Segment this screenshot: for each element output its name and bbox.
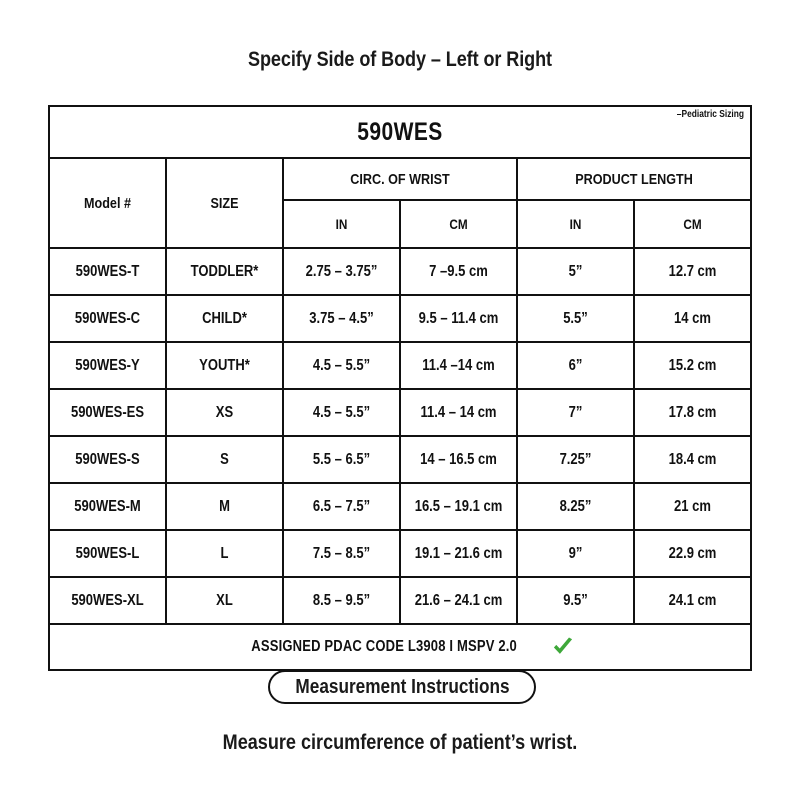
- cell-size: [166, 530, 283, 577]
- cell-length-cm-value: 12.7 cm: [668, 262, 717, 280]
- header-circ-cm-label: CM: [449, 216, 468, 232]
- cell-length-cm: [634, 342, 751, 389]
- measurement-instructions-body: Measure circumference of patient’s wrist.: [222, 731, 578, 754]
- product-family-label: 590WES: [357, 117, 443, 146]
- cell-length-cm: [634, 436, 751, 483]
- cell-circ-in-value: 3.75 – 4.5”: [309, 309, 374, 327]
- cell-size: [166, 483, 283, 530]
- cell-length-in-value: 9”: [568, 544, 583, 562]
- pediatric-sizing-note: –Pediatric Sizing: [676, 109, 744, 120]
- size-table-foot: [49, 624, 751, 670]
- cell-circ-cm: [400, 248, 517, 295]
- header-product-length: [517, 158, 751, 200]
- header-circ-in-label: IN: [335, 216, 348, 232]
- cell-circ-in: [283, 295, 400, 342]
- cell-model-value: 590WES-S: [75, 450, 140, 468]
- cell-circ-in-value: 4.5 – 5.5”: [312, 356, 371, 374]
- cell-size: [166, 436, 283, 483]
- banner-row: [49, 106, 751, 158]
- cell-circ-in: [283, 577, 400, 624]
- cell-model: [49, 577, 166, 624]
- cell-length-in: [517, 436, 634, 483]
- header-circ-of-wrist: [283, 158, 517, 200]
- cell-length-in: [517, 389, 634, 436]
- cell-length-in: [517, 577, 634, 624]
- cell-circ-cm-value: 11.4 – 14 cm: [420, 403, 497, 421]
- cell-model: [49, 342, 166, 389]
- pdac-content: [226, 637, 573, 657]
- cell-length-in-value: 8.25”: [559, 497, 592, 515]
- cell-length-in-value: 5”: [568, 262, 583, 280]
- header-length-cm-label: CM: [683, 216, 702, 232]
- cell-circ-cm-value: 21.6 – 24.1 cm: [414, 591, 503, 609]
- cell-length-in: [517, 530, 634, 577]
- green-check-icon: [552, 637, 574, 657]
- header-product-length-label: PRODUCT LENGTH: [575, 170, 693, 188]
- measurement-instructions-heading: [268, 670, 536, 704]
- cell-circ-in-value: 5.5 – 6.5”: [312, 450, 371, 468]
- cell-model: [49, 530, 166, 577]
- cell-length-cm: [634, 530, 751, 577]
- cell-length-cm-value: 14 cm: [674, 309, 711, 327]
- cell-length-in-value: 9.5”: [563, 591, 588, 609]
- page-title: Specify Side of Body – Left or Right: [248, 48, 552, 71]
- cell-model-value: 590WES-Y: [75, 356, 140, 374]
- cell-model-value: 590WES-XL: [71, 591, 144, 609]
- table-row: [49, 389, 751, 436]
- header-group-row: [49, 158, 751, 200]
- cell-circ-in-value: 4.5 – 5.5”: [312, 403, 371, 421]
- cell-model-value: 590WES-ES: [70, 403, 145, 421]
- cell-circ-in-value: 6.5 – 7.5”: [312, 497, 371, 515]
- header-size: [166, 158, 283, 248]
- table-row: [49, 483, 751, 530]
- cell-circ-in: [283, 389, 400, 436]
- cell-model-value: 590WES-C: [74, 309, 141, 327]
- cell-length-cm: [634, 577, 751, 624]
- cell-size-value: S: [220, 450, 229, 468]
- cell-size-value: CHILD*: [202, 309, 247, 327]
- cell-length-cm-value: 24.1 cm: [668, 591, 717, 609]
- header-model-label: Model #: [84, 194, 131, 212]
- table-row: [49, 436, 751, 483]
- cell-size-value: YOUTH*: [199, 356, 250, 374]
- cell-length-in-value: 7.25”: [559, 450, 592, 468]
- table-row: [49, 530, 751, 577]
- cell-circ-in: [283, 248, 400, 295]
- cell-circ-cm-value: 16.5 – 19.1 cm: [414, 497, 503, 515]
- pdac-row: [49, 624, 751, 670]
- cell-length-in-value: 6”: [568, 356, 583, 374]
- cell-size: [166, 248, 283, 295]
- cell-circ-cm-value: 11.4 –14 cm: [422, 356, 495, 374]
- cell-length-cm-value: 15.2 cm: [668, 356, 717, 374]
- size-table: [48, 105, 752, 671]
- cell-circ-cm: [400, 342, 517, 389]
- cell-model: [49, 248, 166, 295]
- cell-length-in-value: 7”: [568, 403, 583, 421]
- banner-cell: [49, 106, 751, 158]
- cell-size: [166, 389, 283, 436]
- cell-circ-in: [283, 530, 400, 577]
- cell-length-in: [517, 342, 634, 389]
- cell-size-value: XS: [215, 403, 234, 421]
- cell-length-in: [517, 483, 634, 530]
- pdac-cell: [49, 624, 751, 670]
- cell-length-cm-value: 18.4 cm: [668, 450, 717, 468]
- table-row: [49, 342, 751, 389]
- cell-circ-cm: [400, 295, 517, 342]
- table-row: [49, 295, 751, 342]
- cell-size-value: L: [220, 544, 229, 562]
- header-length-in-label: IN: [569, 216, 582, 232]
- cell-size: [166, 342, 283, 389]
- pdac-code-label: ASSIGNED PDAC CODE L3908 I MSPV 2.0: [251, 638, 518, 655]
- size-table-container: [48, 105, 752, 671]
- header-length-in: [517, 200, 634, 248]
- cell-circ-cm: [400, 483, 517, 530]
- cell-length-cm-value: 22.9 cm: [668, 544, 717, 562]
- cell-circ-in: [283, 436, 400, 483]
- measurement-instructions-heading-label: Measurement Instructions: [294, 675, 510, 698]
- cell-size-value: TODDLER*: [190, 262, 259, 280]
- cell-circ-cm-value: 19.1 – 21.6 cm: [414, 544, 503, 562]
- cell-size-value: XL: [216, 591, 233, 609]
- cell-length-cm-value: 17.8 cm: [668, 403, 717, 421]
- header-circ-of-wrist-label: CIRC. OF WRIST: [350, 170, 450, 188]
- cell-circ-cm: [400, 436, 517, 483]
- cell-length-cm: [634, 483, 751, 530]
- cell-length-cm: [634, 389, 751, 436]
- cell-circ-cm-value: 14 – 16.5 cm: [420, 450, 497, 468]
- cell-circ-in: [283, 483, 400, 530]
- cell-length-cm: [634, 248, 751, 295]
- size-table-head: [49, 106, 751, 248]
- cell-length-in: [517, 248, 634, 295]
- cell-model: [49, 389, 166, 436]
- header-size-label: SIZE: [210, 194, 239, 212]
- header-circ-cm: [400, 200, 517, 248]
- cell-model-value: 590WES-T: [75, 262, 140, 280]
- cell-model: [49, 295, 166, 342]
- cell-circ-cm: [400, 577, 517, 624]
- cell-circ-in-value: 7.5 – 8.5”: [312, 544, 371, 562]
- cell-length-in-value: 5.5”: [563, 309, 588, 327]
- cell-length-cm-value: 21 cm: [674, 497, 711, 515]
- cell-size-value: M: [219, 497, 230, 515]
- cell-circ-cm-value: 7 –9.5 cm: [429, 262, 488, 280]
- cell-size: [166, 295, 283, 342]
- cell-model-value: 590WES-M: [74, 497, 141, 515]
- cell-model-value: 590WES-L: [75, 544, 140, 562]
- header-circ-in: [283, 200, 400, 248]
- header-length-cm: [634, 200, 751, 248]
- header-model: [49, 158, 166, 248]
- size-table-body: [49, 248, 751, 624]
- cell-length-in: [517, 295, 634, 342]
- cell-circ-in: [283, 342, 400, 389]
- table-row: [49, 577, 751, 624]
- cell-length-cm: [634, 295, 751, 342]
- cell-size: [166, 577, 283, 624]
- cell-model: [49, 436, 166, 483]
- cell-circ-cm: [400, 530, 517, 577]
- cell-circ-in-value: 8.5 – 9.5”: [312, 591, 371, 609]
- table-row: [49, 248, 751, 295]
- cell-circ-cm: [400, 389, 517, 436]
- cell-circ-cm-value: 9.5 – 11.4 cm: [418, 309, 499, 327]
- cell-circ-in-value: 2.75 – 3.75”: [305, 262, 378, 280]
- cell-model: [49, 483, 166, 530]
